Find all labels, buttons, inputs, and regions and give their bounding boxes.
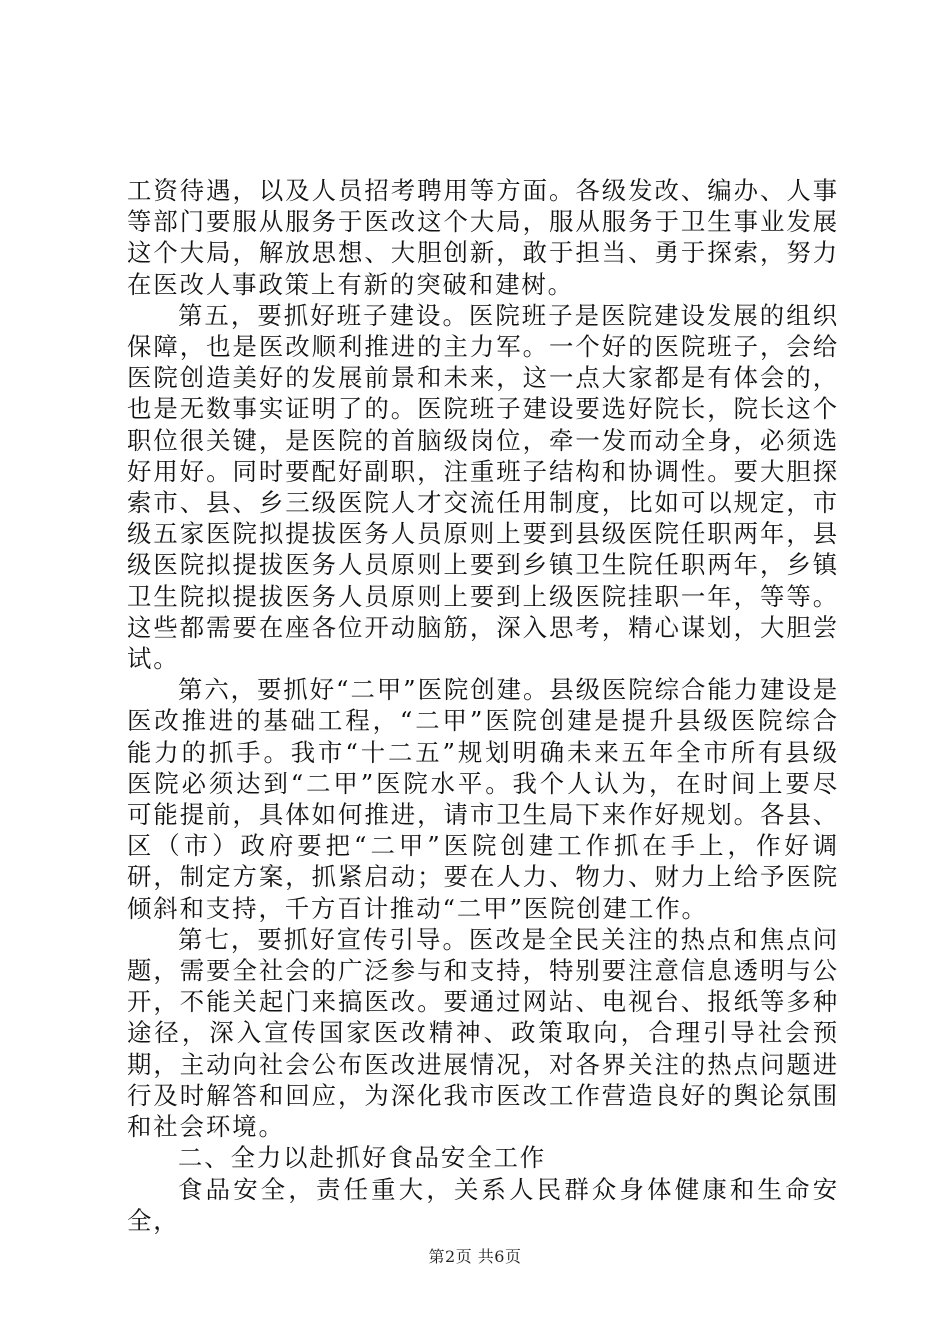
section-heading-food-safety: 二、全力以赴抓好食品安全工作 <box>178 1143 547 1173</box>
paragraph-food-safety: 食品安全，责任重大，关系人民群众身体健康和生命安全， <box>127 1174 839 1235</box>
document-body <box>127 175 839 1236</box>
page-number-footer: 第2页 共6页 <box>428 1247 522 1266</box>
paragraph-leadership-team: 第五，要抓好班子建设。医院班子是医院建设发展的组织保障，也是医改顺利推进的主力军。一个好的医院班子，会给医院创造美好的发展前景和未来，这一点大家都是有体会的，也是无数事实证明了的。医院班子建设要选好院长，院长这个职位很关键，是医院的首脑级岗位，牵一发而动全身，必须选好用好。同时要配好副职，注重班子结构和协调性。要大胆探索市、县、乡三级医院人才交流任用制度，比如可以规定，市级五家医院拟提拔医务人员原则上要到县级医院任职两年，县级医院拟提拔医务人员原则上要到乡镇卫生院任职两年，乡镇卫生院拟提拔医务人员原则上要到上级医院挂职一年，等等。这些都需要在座各位开动脑筋，深入思考，精心谋划，大胆尝试。 <box>127 300 839 674</box>
paragraph-publicity: 第七，要抓好宣传引导。医改是全民关注的热点和焦点问题，需要全社会的广泛参与和支持，特别要注意信息透明与公开，不能关起门来搞医改。要通过网站、电视台、报纸等多种途径，深入宣传国家医改精神、政策取向，合理引导社会预期，主动向社会公布医改进展情况，对各界关注的热点问题进行及时解答和回应，为深化我市医改工作营造良好的舆论氛围和社会环境。 <box>127 924 839 1142</box>
paragraph-salary-policy: 工资待遇，以及人员招考聘用等方面。各级发改、编办、人事等部门要服从服务于医改这个大局，服从服务于卫生事业发展这个大局，解放思想、大胆创新，敢于担当、勇于探索，努力在医改人事政策上有新的突破和建树。 <box>127 176 839 299</box>
paragraph-second-class-hospital: 第六，要抓好“二甲”医院创建。县级医院综合能力建设是医改推进的基础工程，“二甲”医院创建是提升县级医院综合能力的抓手。我市“十二五”规划明确未来五年全市所有县级医院必须达到“二甲”医院水平。我个人认为，在时间上要尽可能提前，具体如何推进，请市卫生局下来作好规划。各县、区（市）政府要把“二甲”医院创建工作抓在手上，作好调研，制定方案，抓紧启动；要在人力、物力、财力上给予医院倾斜和支持，千方百计推动“二甲”医院创建工作。 <box>127 675 839 923</box>
